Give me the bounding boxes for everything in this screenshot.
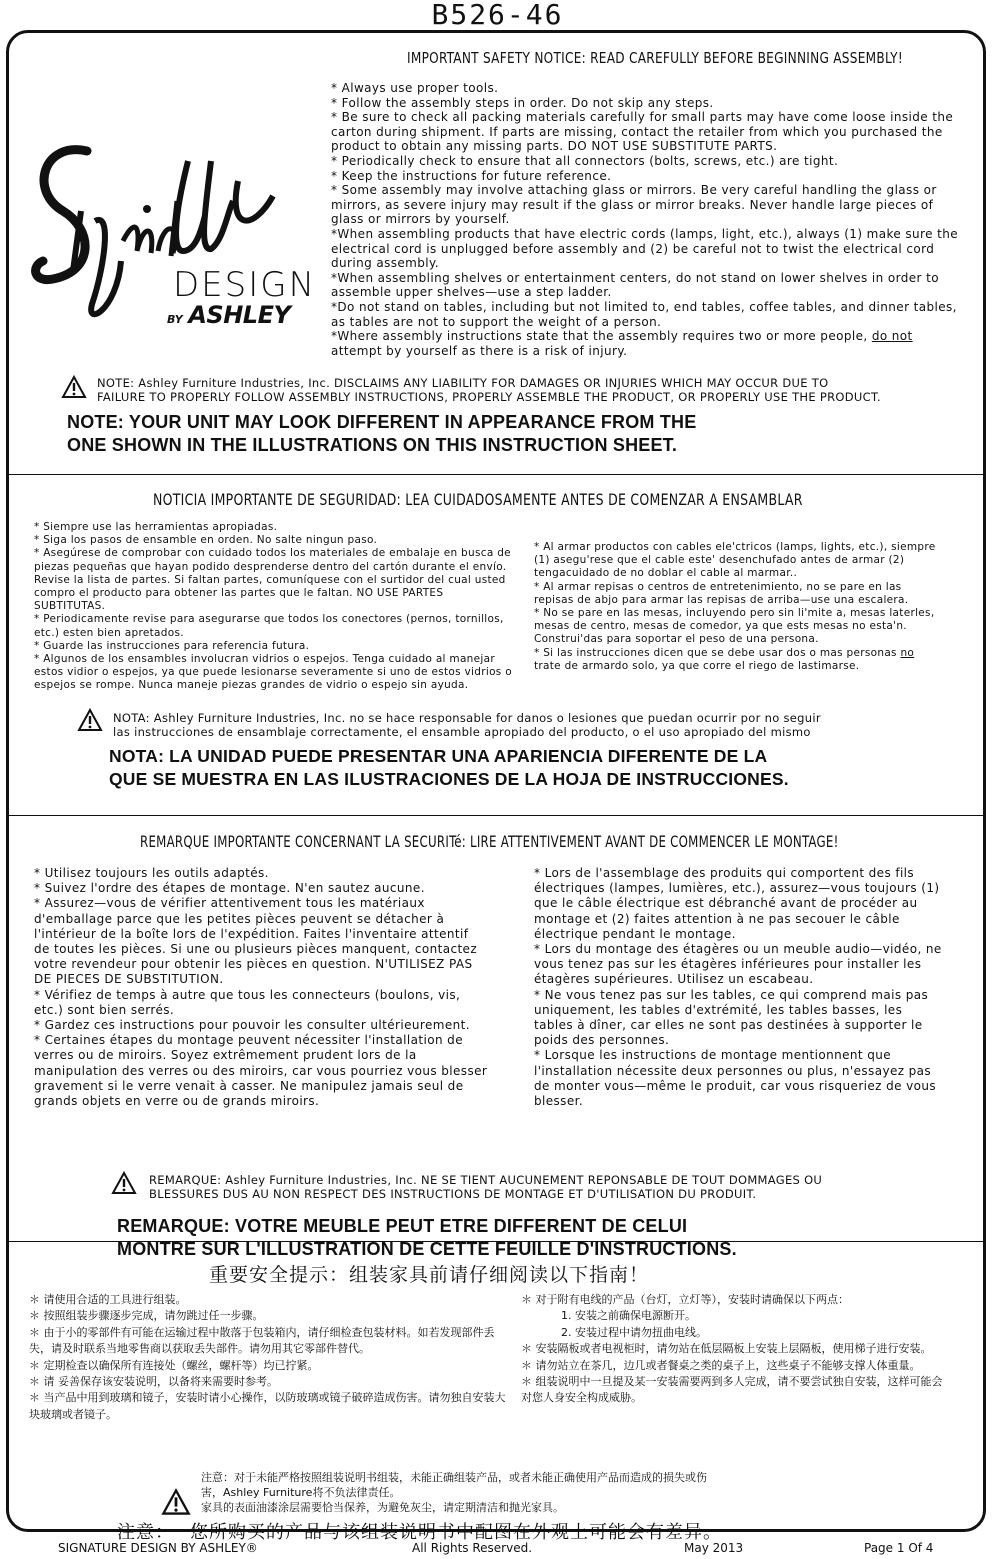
english-item: *When assembling shelves or entertainment centers, do not stand on lower shelves in order to assemble upper shelves—use a step ladder. [331,270,939,300]
chinese-left-list [29,1292,511,1423]
logo-ashley-line [167,301,290,329]
english-appearance-note: NOTE: YOUR UNIT MAY LOOK DIFFERENT IN APPEARANCE FROM THE ONE SHOWN IN THE ILLUSTRATIONS ON THIS INSTRUCTION SHEET. [67,412,697,455]
chinese-item: ＊ 对于附有电线的产品（台灯，立灯等），安装时请确保以下两点： [521,1293,849,1306]
chinese-item: ＊ 请 妥善保存该安装说明，以备将来需要时参考。 [29,1375,278,1389]
no-underline: no [900,646,915,659]
signature-design-logo [23,101,323,331]
spanish-section [9,475,983,815]
warning-triangle-icon [61,375,87,399]
spanish-liability-notice: NOTA: Ashley Furniture Industries, Inc. no se hace responsable for danos o lesiones que puedan ocurrir por no seguir las instrucciones de ensamblaje correctamente, el ensamble apropiado del producto, o el uso apropiado del mismo [113,711,821,739]
chinese-item: ＊ 由于小的零部件有可能在运输过程中散落于包装箱内，请仔细检查包装材料。如若发现部件丢失，请及时联系当地零售商以获取丢失部件。请勿用其它零部件替代。 [29,1325,495,1356]
spanish-item: * Algunos de los ensambles involucran vidrios o espejos. Tenga cuidado al manejar estos vidior o espejos, ya que puede lesionarse severamente si uno de estos vidrios o espejos se rompe. Nunca maneje piezas grandes de vidrio o espejo sin ayuda. [34,653,512,692]
english-item: * Keep the instructions for future reference. [331,168,612,183]
chinese-item: ＊ 按照组装步骤逐步完成，请勿跳过任一步骤。 [29,1309,264,1323]
french-appearance-note: REMARQUE: VOTRE MEUBLE PEUT ETRE DIFFERENT DE CELUI MONTRE SUR L'ILLUSTRATION DE CETTE FEUILLE D'INSTRUCTIONS. [117,1216,737,1259]
footer-page-number: Page 1 Of 4 [864,1541,934,1555]
english-safety-list [331,81,965,358]
french-item: * Assurez—vous de vérifier attentivement tous les matériaux d'emballage parce que les petites pièces peuvent se détacher à l'intérieur de la boîte lors de l'expédition. Faites l'inventaire attentif de toutes les pièces. Si une ou plusieurs pièces manquent, contactez votre revendeur pour obtenir les pièces en question. N'UTILISEZ PAS DE PIECES DE SUBSTITUTION. [34,896,478,987]
english-liability-notice: NOTE: Ashley Furniture Industries, Inc. DISCLAIMS ANY LIABILITY FOR DAMAGES OR INJURIES WHICH MAY OCCUR DUE TO FAILURE TO PROPERLY FOLLOW ASSEMBLY INSTRUCTIONS, PROPERLY ASSEMBLE THE PRODUCT, OR PROPERLY USE THE PRODUCT. [97,376,881,404]
french-title: REMARQUE IMPORTANTE CONCERNANT LA SECURITé: LIRE ATTENTIVEMENT AVANT DE COMMENCER LE MONTAGE! [140,832,839,851]
footer-brand: SIGNATURE DESIGN BY ASHLEY® [58,1541,258,1555]
chinese-note-text: 您所购买的产品与该组装说明书中配图在外观上可能会有差异。 [190,1522,722,1543]
english-item: * Always use proper tools. [331,81,499,95]
instruction-sheet-frame [6,30,986,1543]
french-item: * Gardez ces instructions pour pouvoir les consulter ultérieurement. [34,1018,470,1033]
english-item: * Some assembly may involve attaching glass or mirrors. Be very careful handling the glass or mirrors, as severe injury may result if the glass or mirror breaks. Never handle large pieces of glass or mirrors by yourself. [331,183,937,227]
english-section [9,33,983,473]
chinese-item: ＊ 定期检查以确保所有连接处（螺丝，螺杆等）均已拧紧。 [29,1358,319,1372]
spanish-left-list [34,521,516,693]
english-item-last: *Where assembly instructions state that the assembly requires two or more people, do not attempt by yourself as there is a risk of injury. [331,329,913,358]
english-item: *When assembling products that have electric cords (lamps, light, etc.), always (1) make sure the electrical cord is unplugged before assembly and (2) be careful not to twist the electrical cord during assembly. [331,226,959,271]
spanish-item: * Al armar repisas o centros de entretenimiento, no se pare en las repisas de abjo para armar las repisas de arriba—use una escalera. [534,580,909,606]
chinese-right-list [521,1292,949,1407]
spanish-item: * Al armar productos con cables ele'ctricos (lamps, lights, etc.), siempre (1) asegu'rese que el cable este' desenchufado antes de armar (2) tengacuidado de no doblar el cable al marmar.. [534,541,936,580]
french-right-list [534,866,944,1109]
chinese-item: ＊ 请勿站立在茶几，边几或者餐桌之类的桌子上，这些桌子不能够支撑人体重量。 [521,1358,921,1372]
english-item: * Be sure to check all packing materials carefully for small parts may have come loose inside the carton during shipment. If parts are missing, contact the retailer from which you purchased the product to obtain any missing parts. DO NOT USE SUBSTITUTE PARTS. [331,110,954,154]
chinese-title: 重要安全提示：组装家具前请仔细阅读以下指南！ [209,1264,650,1286]
french-liability-notice: REMARQUE: Ashley Furniture Industries, Inc. NE SE TIENT AUCUNEMENT REPONSABLE DE TOUT DOMMAGES OU BLESSURES DUS AU NON RESPECT DES INSTRUCTIONS DE MONTAGE ET D'UTILISATION DU PRODUIT. [149,1173,823,1201]
spanish-item: * Asegúrese de comprobar con cuidado todos los materiales de embalaje en busca de piezas pequeñas que hayan podido desprenderse dentro del cartón durante el envío. Revise la lista de partes. Si faltan partes, comuníquese con el surtidor del cual usted compro el producto para obtener las partes que le faltan. NO USE PARTES SUBTITUTAS. [34,547,511,613]
french-item: * Vérifiez de temps à autre que tous les connecteurs (boulons, vis, etc.) sont bien serrés. [34,987,461,1017]
french-item: * Certaines étapes du montage peuvent nécessiter l'installation de verres ou de miroirs. Soyez extrêmement prudent lors de la manipulation des verres ou des miroirs, car vous pourriez vous blesser gravement si le verre venait à casser. Ne manipulez jamais seul de grands objets en verre ou de grands miroirs. [34,1033,488,1109]
footer-rights: All Rights Reserved. [412,1541,533,1555]
french-item: * Lors de l'assemblage des produits qui comportent des fils électriques (lampes, lumières, etc.), assurez—vous toujours (1) que le câble électrique est débranché avant de procéder au montage et (2) faites attention à ne pas secouer le câble électrique pendant le montage. [534,866,940,941]
english-title: IMPORTANT SAFETY NOTICE: READ CAREFULLY BEFORE BEGINNING ASSEMBLY! [407,49,903,67]
logo-ashley-text: ASHLEY [188,301,291,329]
chinese-liability-notice: 注意：对于未能严格按照组装说明书组装，未能正确组装产品，或者未能正确使用产品而造成的损失或伤 害，Ashley Furniture将不负法律责任。 家具的表面油漆涂层需要恰当保养，为避免灰尘，请定期清洁和抛光家具。 [201,1471,707,1514]
warning-triangle-icon [77,708,103,732]
chinese-item: ＊ 当产品中用到玻璃和镜子，安装时请小心操作，以防玻璃或镜子破碎造成伤害。请勿独自安装大块玻璃或者镜子。 [29,1391,506,1421]
chinese-item: ＊ 请使用合适的工具进行组装。 [29,1293,187,1306]
spanish-item: * Siempre use las herramientas apropiadas. [34,521,278,533]
logo-by-text: BY [167,313,183,326]
french-item: * Ne vous tenez pas sur les tables, ce qui comprend mais pas uniquement, les tables d'extrémité, les tables basses, les tables à dîner, car elles ne sont pas destinées à supporter le poids des personnes. [534,987,929,1048]
english-item: * Follow the assembly steps in order. Do not skip any steps. [331,95,714,110]
spanish-item-last: * Si las instrucciones dicen que se debe usar dos o mas personas no trate de armardo solo, ya que corre el riego de lastimarse. [534,646,915,672]
french-left-list [34,866,488,1109]
english-item: * Periodically check to ensure that all connectors (bolts, screws, etc.) are tight. [331,153,839,168]
spanish-item: * Siga los pasos de ensamble en orden. No salte ningun paso. [34,534,378,547]
chinese-subitem: 1. 安装之前确保电源断开。 [561,1309,696,1323]
model-number: B526-46 [431,0,564,31]
french-item: * Utilisez toujours les outils adaptés. [34,866,269,880]
chinese-section [9,1242,983,1543]
do-not-underline: do not [871,329,913,344]
warning-triangle-icon [161,1488,191,1516]
spanish-item: * Periodicamente revise para asegurarse que todos los conectores (pernos, tornillos, etc.) esten bien apretados. [34,613,504,639]
warning-triangle-icon [111,1171,137,1195]
spanish-item: * Guarde las instrucciones para referencia futura. [34,639,310,652]
chinese-note-label: 注意： [117,1522,174,1543]
chinese-item: ＊ 组装说明中一旦提及某一安装需要两到多人完成，请不要尝试独自安装，这样可能会对您人身安全构成威胁。 [521,1375,943,1405]
chinese-item: ＊ 安装隔板或者电视柜时，请勿站在低层隔板上安装上层隔板，使用梯子进行安装。 [521,1342,932,1356]
chinese-subitem: 2. 安装过程中请勿扭曲电线。 [561,1325,707,1339]
spanish-item: * No se pare en las mesas, incluyendo pero sin li'mite a, mesas laterles, mesas de centro, mesas de comedor, ya que ests mesas no esta'n. Construi'das para soportar el peso de una persona. [534,607,935,646]
french-item: * Lors du montage des étagères ou un meuble audio—vidéo, ne vous tenez pas sur les étagères inférieures pour installer les étagères supérieures. Utilisez un escabeau. [534,942,942,987]
english-item: *Do not stand on tables, including but not limited to, end tables, coffee tables, and dinner tables, as tables are not to support the weight of a person. [331,299,957,329]
spanish-appearance-note: NOTA: LA UNIDAD PUEDE PRESENTAR UNA APARIENCIA DIFERENTE DE LA QUE SE MUESTRA EN LAS ILUSTRACIONES DE LA HOJA DE INSTRUCCIONES. [109,746,789,789]
spanish-title: NOTICIA IMPORTANTE DE SEGURIDAD: LEA CUIDADOSAMENTE ANTES DE COMENZAR A ENSAMBLAR [153,490,803,509]
french-section [9,816,983,1259]
french-item: * Suivez l'ordre des étapes de montage. N'en sautez aucune. [34,881,425,896]
footer-date: May 2013 [684,1541,744,1555]
french-item: * Lorsque les instructions de montage mentionnent que l'installation nécessite deux personnes ou plus, n'essayez pas de monter vous—même le produit, car vous risqueriez de vous blesser. [534,1048,937,1109]
logo-design-text: DESIGN [173,265,317,305]
spanish-right-list [534,541,944,673]
